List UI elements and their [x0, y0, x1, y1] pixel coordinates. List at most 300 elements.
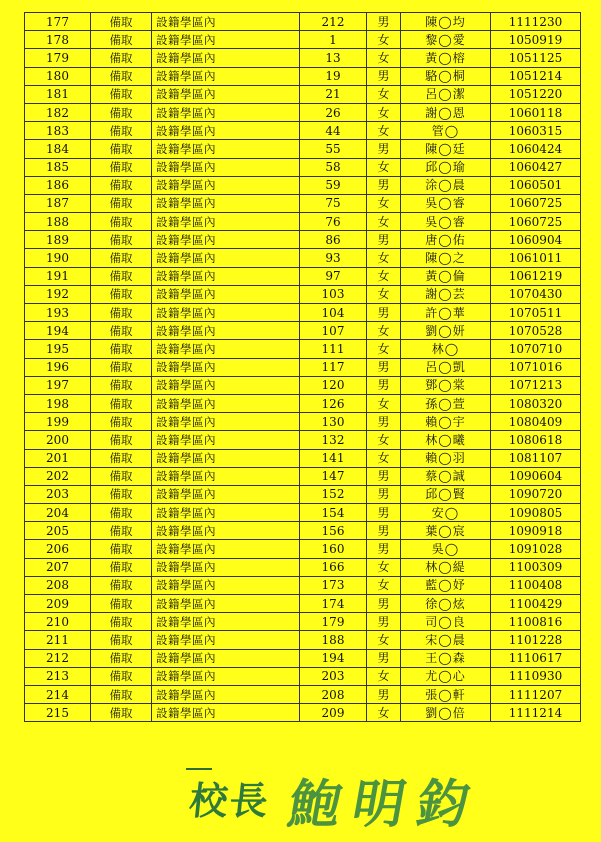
gender-cell: 男 [367, 231, 401, 249]
type-cell: 備取 [91, 540, 152, 558]
zone-cell: 設籍學區內 [152, 413, 300, 431]
number-cell: 86 [300, 231, 367, 249]
name-cell: 宋◯晨 [401, 631, 491, 649]
serial-cell: 208 [25, 576, 91, 594]
number-cell: 194 [300, 649, 367, 667]
serial-cell: 209 [25, 595, 91, 613]
birthdate-cell: 1060424 [491, 140, 581, 158]
serial-cell: 199 [25, 413, 91, 431]
number-cell: 55 [300, 140, 367, 158]
name-cell: 司◯良 [401, 613, 491, 631]
serial-cell: 179 [25, 49, 91, 67]
birthdate-cell: 1100429 [491, 595, 581, 613]
type-cell: 備取 [91, 231, 152, 249]
table-row [25, 103, 581, 121]
table-row [25, 85, 581, 103]
gender-cell: 女 [367, 49, 401, 67]
number-cell: 111 [300, 340, 367, 358]
name-cell: 陳◯均 [401, 13, 491, 31]
birthdate-cell: 1080409 [491, 413, 581, 431]
table-row [25, 631, 581, 649]
zone-cell: 設籍學區內 [152, 467, 300, 485]
type-cell: 備取 [91, 467, 152, 485]
birthdate-cell: 1071016 [491, 358, 581, 376]
name-cell: 黃◯榕 [401, 49, 491, 67]
serial-cell: 186 [25, 176, 91, 194]
zone-cell: 設籍學區內 [152, 285, 300, 303]
birthdate-cell: 1101228 [491, 631, 581, 649]
signature-name: 鮑明鈞 [283, 774, 487, 835]
gender-cell: 女 [367, 31, 401, 49]
zone-cell: 設籍學區內 [152, 49, 300, 67]
birthdate-cell: 1060118 [491, 103, 581, 121]
gender-cell: 男 [367, 358, 401, 376]
zone-cell: 設籍學區內 [152, 31, 300, 49]
number-cell: 179 [300, 613, 367, 631]
birthdate-cell: 1060725 [491, 194, 581, 212]
type-cell: 備取 [91, 685, 152, 703]
number-cell: 97 [300, 267, 367, 285]
serial-cell: 187 [25, 194, 91, 212]
name-cell: 呂◯凱 [401, 358, 491, 376]
type-cell: 備取 [91, 285, 152, 303]
type-cell: 備取 [91, 413, 152, 431]
table-row [25, 431, 581, 449]
table-row [25, 449, 581, 467]
gender-cell: 男 [367, 685, 401, 703]
table-row [25, 595, 581, 613]
number-cell: 126 [300, 394, 367, 412]
name-cell: 劉◯倍 [401, 704, 491, 722]
serial-cell: 202 [25, 467, 91, 485]
number-cell: 156 [300, 522, 367, 540]
birthdate-cell: 1100816 [491, 613, 581, 631]
gender-cell: 女 [367, 122, 401, 140]
number-cell: 19 [300, 67, 367, 85]
name-cell: 謝◯恩 [401, 103, 491, 121]
table-row [25, 140, 581, 158]
name-cell: 唐◯佑 [401, 231, 491, 249]
type-cell: 備取 [91, 522, 152, 540]
zone-cell: 設籍學區內 [152, 85, 300, 103]
table-row [25, 158, 581, 176]
number-cell: 76 [300, 213, 367, 231]
name-cell: 王◯森 [401, 649, 491, 667]
serial-cell: 194 [25, 322, 91, 340]
name-cell: 謝◯芸 [401, 285, 491, 303]
zone-cell: 設籍學區內 [152, 576, 300, 594]
name-cell: 徐◯炫 [401, 595, 491, 613]
birthdate-cell: 1080320 [491, 394, 581, 412]
gender-cell: 女 [367, 158, 401, 176]
gender-cell: 男 [367, 595, 401, 613]
serial-cell: 191 [25, 267, 91, 285]
name-cell: 黃◯倫 [401, 267, 491, 285]
name-cell: 許◯華 [401, 304, 491, 322]
serial-cell: 203 [25, 485, 91, 503]
gender-cell: 男 [367, 485, 401, 503]
serial-cell: 211 [25, 631, 91, 649]
table-row [25, 249, 581, 267]
type-cell: 備取 [91, 340, 152, 358]
name-cell: 吳◯睿 [401, 213, 491, 231]
table-row [25, 504, 581, 522]
number-cell: 141 [300, 449, 367, 467]
number-cell: 130 [300, 413, 367, 431]
serial-cell: 177 [25, 13, 91, 31]
serial-cell: 197 [25, 376, 91, 394]
birthdate-cell: 1111214 [491, 704, 581, 722]
zone-cell: 設籍學區內 [152, 613, 300, 631]
birthdate-cell: 1060427 [491, 158, 581, 176]
birthdate-cell: 1111230 [491, 13, 581, 31]
gender-cell: 女 [367, 194, 401, 212]
zone-cell: 設籍學區內 [152, 485, 300, 503]
serial-cell: 182 [25, 103, 91, 121]
type-cell: 備取 [91, 249, 152, 267]
serial-cell: 178 [25, 31, 91, 49]
type-cell: 備取 [91, 376, 152, 394]
name-cell: 駱◯桐 [401, 67, 491, 85]
zone-cell: 設籍學區內 [152, 558, 300, 576]
gender-cell: 女 [367, 103, 401, 121]
number-cell: 154 [300, 504, 367, 522]
gender-cell: 男 [367, 613, 401, 631]
zone-cell: 設籍學區內 [152, 449, 300, 467]
zone-cell: 設籍學區內 [152, 231, 300, 249]
number-cell: 203 [300, 667, 367, 685]
name-cell: 蔡◯誠 [401, 467, 491, 485]
type-cell: 備取 [91, 194, 152, 212]
type-cell: 備取 [91, 649, 152, 667]
number-cell: 166 [300, 558, 367, 576]
zone-cell: 設籍學區內 [152, 394, 300, 412]
serial-cell: 214 [25, 685, 91, 703]
table-row [25, 304, 581, 322]
zone-cell: 設籍學區內 [152, 704, 300, 722]
zone-cell: 設籍學區內 [152, 67, 300, 85]
table-row [25, 576, 581, 594]
table-row [25, 649, 581, 667]
table-row [25, 685, 581, 703]
type-cell: 備取 [91, 85, 152, 103]
type-cell: 備取 [91, 49, 152, 67]
type-cell: 備取 [91, 631, 152, 649]
gender-cell: 女 [367, 667, 401, 685]
name-cell: 孫◯萱 [401, 394, 491, 412]
type-cell: 備取 [91, 449, 152, 467]
table-row [25, 194, 581, 212]
number-cell: 21 [300, 85, 367, 103]
name-cell: 邱◯瑜 [401, 158, 491, 176]
zone-cell: 設籍學區內 [152, 249, 300, 267]
serial-cell: 195 [25, 340, 91, 358]
type-cell: 備取 [91, 31, 152, 49]
gender-cell: 男 [367, 140, 401, 158]
number-cell: 13 [300, 49, 367, 67]
zone-cell: 設籍學區內 [152, 304, 300, 322]
serial-cell: 189 [25, 231, 91, 249]
serial-cell: 193 [25, 304, 91, 322]
type-cell: 備取 [91, 158, 152, 176]
name-cell: 邱◯賢 [401, 485, 491, 503]
type-cell: 備取 [91, 667, 152, 685]
table-row [25, 558, 581, 576]
birthdate-cell: 1100309 [491, 558, 581, 576]
gender-cell: 女 [367, 631, 401, 649]
table-row [25, 667, 581, 685]
name-cell: 劉◯妍 [401, 322, 491, 340]
number-cell: 188 [300, 631, 367, 649]
birthdate-cell: 1060501 [491, 176, 581, 194]
admission-list-table [24, 12, 581, 722]
name-cell: 葉◯宸 [401, 522, 491, 540]
table-row [25, 376, 581, 394]
birthdate-cell: 1070430 [491, 285, 581, 303]
gender-cell: 女 [367, 249, 401, 267]
table-row [25, 231, 581, 249]
birthdate-cell: 1080618 [491, 431, 581, 449]
zone-cell: 設籍學區內 [152, 667, 300, 685]
signature-title: 校長 [187, 778, 273, 823]
type-cell: 備取 [91, 176, 152, 194]
zone-cell: 設籍學區內 [152, 158, 300, 176]
number-cell: 107 [300, 322, 367, 340]
serial-cell: 201 [25, 449, 91, 467]
birthdate-cell: 1081107 [491, 449, 581, 467]
gender-cell: 男 [367, 540, 401, 558]
birthdate-cell: 1070528 [491, 322, 581, 340]
gender-cell: 男 [367, 376, 401, 394]
table-row [25, 67, 581, 85]
gender-cell: 男 [367, 13, 401, 31]
serial-cell: 184 [25, 140, 91, 158]
zone-cell: 設籍學區內 [152, 213, 300, 231]
name-cell: 鄧◯棠 [401, 376, 491, 394]
gender-cell: 女 [367, 85, 401, 103]
number-cell: 75 [300, 194, 367, 212]
name-cell: 藍◯妤 [401, 576, 491, 594]
zone-cell: 設籍學區內 [152, 595, 300, 613]
serial-cell: 196 [25, 358, 91, 376]
birthdate-cell: 1090720 [491, 485, 581, 503]
zone-cell: 設籍學區內 [152, 649, 300, 667]
birthdate-cell: 1060904 [491, 231, 581, 249]
principal-signature [186, 760, 487, 835]
number-cell: 58 [300, 158, 367, 176]
gender-cell: 男 [367, 649, 401, 667]
type-cell: 備取 [91, 267, 152, 285]
type-cell: 備取 [91, 394, 152, 412]
birthdate-cell: 1110617 [491, 649, 581, 667]
number-cell: 174 [300, 595, 367, 613]
birthdate-cell: 1090805 [491, 504, 581, 522]
name-cell: 林◯曦 [401, 431, 491, 449]
table-row [25, 285, 581, 303]
type-cell: 備取 [91, 67, 152, 85]
serial-cell: 190 [25, 249, 91, 267]
number-cell: 160 [300, 540, 367, 558]
zone-cell: 設籍學區內 [152, 540, 300, 558]
type-cell: 備取 [91, 122, 152, 140]
type-cell: 備取 [91, 140, 152, 158]
type-cell: 備取 [91, 358, 152, 376]
number-cell: 117 [300, 358, 367, 376]
serial-cell: 210 [25, 613, 91, 631]
table-row [25, 267, 581, 285]
name-cell: 安◯ [401, 504, 491, 522]
type-cell: 備取 [91, 504, 152, 522]
table-row [25, 485, 581, 503]
gender-cell: 女 [367, 576, 401, 594]
gender-cell: 男 [367, 522, 401, 540]
birthdate-cell: 1111207 [491, 685, 581, 703]
number-cell: 209 [300, 704, 367, 722]
table-row [25, 613, 581, 631]
type-cell: 備取 [91, 613, 152, 631]
serial-cell: 181 [25, 85, 91, 103]
name-cell: 呂◯潔 [401, 85, 491, 103]
name-cell: 張◯軒 [401, 685, 491, 703]
serial-cell: 192 [25, 285, 91, 303]
gender-cell: 女 [367, 558, 401, 576]
birthdate-cell: 1051125 [491, 49, 581, 67]
number-cell: 26 [300, 103, 367, 121]
birthdate-cell: 1090918 [491, 522, 581, 540]
table-row [25, 31, 581, 49]
zone-cell: 設籍學區內 [152, 358, 300, 376]
type-cell: 備取 [91, 431, 152, 449]
name-cell: 尤◯心 [401, 667, 491, 685]
zone-cell: 設籍學區內 [152, 522, 300, 540]
name-cell: 管◯ [401, 122, 491, 140]
type-cell: 備取 [91, 213, 152, 231]
gender-cell: 女 [367, 340, 401, 358]
table-row [25, 213, 581, 231]
type-cell: 備取 [91, 304, 152, 322]
name-cell: 林◯ [401, 340, 491, 358]
zone-cell: 設籍學區內 [152, 431, 300, 449]
number-cell: 132 [300, 431, 367, 449]
birthdate-cell: 1051214 [491, 67, 581, 85]
table-row [25, 540, 581, 558]
number-cell: 1 [300, 31, 367, 49]
number-cell: 173 [300, 576, 367, 594]
zone-cell: 設籍學區內 [152, 685, 300, 703]
gender-cell: 女 [367, 322, 401, 340]
gender-cell: 女 [367, 431, 401, 449]
serial-cell: 185 [25, 158, 91, 176]
table-row [25, 340, 581, 358]
number-cell: 120 [300, 376, 367, 394]
zone-cell: 設籍學區內 [152, 322, 300, 340]
serial-cell: 180 [25, 67, 91, 85]
serial-cell: 200 [25, 431, 91, 449]
serial-cell: 198 [25, 394, 91, 412]
name-cell: 陳◯廷 [401, 140, 491, 158]
type-cell: 備取 [91, 103, 152, 121]
zone-cell: 設籍學區內 [152, 376, 300, 394]
number-cell: 44 [300, 122, 367, 140]
number-cell: 59 [300, 176, 367, 194]
number-cell: 147 [300, 467, 367, 485]
birthdate-cell: 1070710 [491, 340, 581, 358]
number-cell: 93 [300, 249, 367, 267]
zone-cell: 設籍學區內 [152, 267, 300, 285]
admission-list-body [25, 13, 581, 722]
serial-cell: 204 [25, 504, 91, 522]
birthdate-cell: 1110930 [491, 667, 581, 685]
type-cell: 備取 [91, 485, 152, 503]
type-cell: 備取 [91, 595, 152, 613]
birthdate-cell: 1060725 [491, 213, 581, 231]
type-cell: 備取 [91, 576, 152, 594]
type-cell: 備取 [91, 322, 152, 340]
number-cell: 208 [300, 685, 367, 703]
birthdate-cell: 1060315 [491, 122, 581, 140]
type-cell: 備取 [91, 704, 152, 722]
birthdate-cell: 1061011 [491, 249, 581, 267]
gender-cell: 女 [367, 449, 401, 467]
name-cell: 賴◯宇 [401, 413, 491, 431]
zone-cell: 設籍學區內 [152, 194, 300, 212]
number-cell: 152 [300, 485, 367, 503]
serial-cell: 206 [25, 540, 91, 558]
table-row [25, 322, 581, 340]
table-row [25, 49, 581, 67]
birthdate-cell: 1050919 [491, 31, 581, 49]
serial-cell: 205 [25, 522, 91, 540]
table-row [25, 394, 581, 412]
table-row [25, 176, 581, 194]
gender-cell: 女 [367, 704, 401, 722]
zone-cell: 設籍學區內 [152, 122, 300, 140]
gender-cell: 女 [367, 285, 401, 303]
serial-cell: 188 [25, 213, 91, 231]
birthdate-cell: 1071213 [491, 376, 581, 394]
table-row [25, 13, 581, 31]
table-row [25, 704, 581, 722]
name-cell: 涂◯晨 [401, 176, 491, 194]
type-cell: 備取 [91, 558, 152, 576]
zone-cell: 設籍學區內 [152, 103, 300, 121]
zone-cell: 設籍學區內 [152, 631, 300, 649]
birthdate-cell: 1051220 [491, 85, 581, 103]
name-cell: 賴◯羽 [401, 449, 491, 467]
table-row [25, 413, 581, 431]
gender-cell: 女 [367, 213, 401, 231]
serial-cell: 212 [25, 649, 91, 667]
table-row [25, 467, 581, 485]
table-row [25, 122, 581, 140]
serial-cell: 215 [25, 704, 91, 722]
zone-cell: 設籍學區內 [152, 13, 300, 31]
birthdate-cell: 1091028 [491, 540, 581, 558]
gender-cell: 男 [367, 504, 401, 522]
serial-cell: 183 [25, 122, 91, 140]
name-cell: 陳◯之 [401, 249, 491, 267]
gender-cell: 男 [367, 413, 401, 431]
gender-cell: 女 [367, 267, 401, 285]
zone-cell: 設籍學區內 [152, 504, 300, 522]
birthdate-cell: 1061219 [491, 267, 581, 285]
gender-cell: 男 [367, 467, 401, 485]
gender-cell: 男 [367, 67, 401, 85]
birthdate-cell: 1090604 [491, 467, 581, 485]
table-row [25, 358, 581, 376]
zone-cell: 設籍學區內 [152, 340, 300, 358]
gender-cell: 女 [367, 394, 401, 412]
